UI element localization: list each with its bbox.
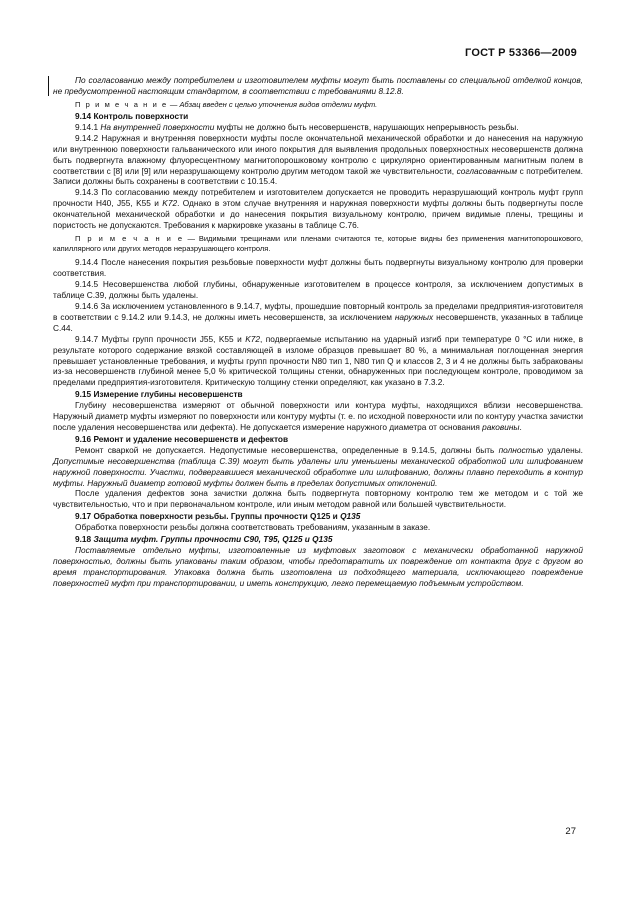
paragraph-9-14-2: 9.14.2 Наружная и внутренняя поверхности муфты после окончательной механической обработки и до нанесения на наружную или внутреннюю поверхности гальванического или иного покрытия для выявления продольных поверхностных несовершенств должна быть подвергнута влажному флуоресцентному магнитопорошковому контролю с циркулярно ориентированным магнитным полем в соответствии с [8] или [9] или неразрушающему контролю другим методом такой же чувствительности, согласованным с потребителем. Записи должны быть сохранены в соответствии с 10.15.4. — [53, 132, 583, 187]
intro-paragraph: По согласованию между потребителем и изготовителем муфты могут быть поставлены со специальной отделкой концов, не предусмотренной настоящим стандартом, в соответствии с требованиями 8.12.8. — [53, 75, 583, 96]
note-1: П р и м е ч а н и е — Абзац введен с целью уточнения видов отделки муфт. — [75, 99, 378, 109]
section-9-15-title: 9.15 Измерение глубины несовершенств — [75, 389, 243, 400]
paragraph-9-17: Обработка поверхности резьбы должна соответствовать требованиям, указанным в заказе. — [75, 522, 431, 533]
paragraph-9-16-2: После удаления дефектов зона зачистки должна быть подвергнута повторному контролю тем же методом и с той же чувствительностью, что и при первоначальном контроле, или иным методом равной или большей чувствительности. — [53, 488, 583, 510]
note-2: П р и м е ч а н и е — Видимыми трещинами или пленами считаются те, которые видны без применения магнитопорошкового, капиллярного или других методов неразрушающего контроля. — [53, 233, 583, 254]
paragraph-9-18: Поставляемые отдельно муфты, изготовленные из муфтовых заготовок с механически обработанной наружной поверхностью, должны быть упакованы таким образом, чтобы предотвратить их повреждение от контакта друг с другом во время транспортирования. Упаковка должна быть изготовлена из подходящего материала, исключающего повреждение поверхностей муфт при транспортировании, и иметь конструкцию, легко перемещаемую подъемным устройством. — [53, 544, 583, 588]
paragraph-9-14-4: 9.14.4 После нанесения покрытия резьбовые поверхности муфт должны быть подвергнуты визуальному контролю для проверки соответствия. — [53, 257, 583, 279]
section-9-14-title: 9.14 Контроль поверхности — [75, 111, 189, 122]
paragraph-9-14-7: 9.14.7 Муфты групп прочности J55, K55 и K72, подвергаемые испытанию на ударный изгиб при температуре 0 °С или ниже, в результате которого содержание вязкой составляющей в изломе образцов превышает 80 %, а минимальная поглощенная энергия превышает установленные требования, и муфты групп прочности N80 тип 1, N80 тип Q и классов 2, 3 и 4 не должны быть забракованы из-за несовершенств глубиной менее 5,0 % критической толщины стенки, обнаруженных при последующем контроле, проводимом за пределами предприятия-изготовителя. Критическую толщину стенки определяют, как указано в 7.3.2. — [53, 333, 583, 388]
paragraph-9-15: Глубину несовершенства измеряют от обычной поверхности или контура муфты, находящихся вблизи несовершенства. Наружный диаметр муфты измеряют по поверхности или контуру муфты (т. е. по исходной поверхности или по контуру участка зачистки после удаления несовершенства или дефекта). Не допускается измерение наружного диаметра от основания раковины. — [53, 400, 583, 432]
section-9-18-title: 9.18 Защита муфт. Группы прочности С90, Т95, Q125 и Q135 — [75, 534, 333, 545]
section-9-17-title: 9.17 Обработка поверхности резьбы. Группы прочности Q125 и Q135 — [75, 511, 361, 522]
paragraph-9-14-3: 9.14.3 По согласованию между потребителем и изготовителем допускается не проводить неразрушающий контроль муфт групп прочности Н40, J55, K55 и K72. Однако в этом случае внутренняя и наружная поверхности муфты должны быть подвергнуты после окончательной механической обработки и до нанесения покрытия визуальному контролю, причем видимые плены, трещины и пористость не допускаются. Требования к маркировке указаны в таблице С.76. — [53, 187, 583, 231]
paragraph-9-14-6: 9.14.6 За исключением установленного в 9.14.7, муфты, прошедшие повторный контроль за пределами предприятия-изготовителя в соответствии с 9.14.2 или 9.14.3, не должны иметь несовершенств, за исключением наружных несовершенств, указанных в таблице С.44. — [53, 301, 583, 333]
page-number: 27 — [565, 826, 576, 837]
document-body — [53, 75, 583, 589]
paragraph-9-14-5: 9.14.5 Несовершенства любой глубины, обнаруженные изготовителем в процессе контроля, за исключением допустимых в таблице С.39, должны быть удалены. — [53, 279, 583, 301]
paragraph-9-14-1: 9.14.1 На внутренней поверхности муфты не должно быть несовершенств, нарушающих непрерывность резьбы. — [75, 121, 519, 132]
page-header: ГОСТ Р 53366—2009 — [465, 47, 577, 59]
paragraph-9-16-1: Ремонт сваркой не допускается. Недопустимые несовершенства, определенные в 9.14.5, должны быть полностью удалены. Допустимые несовершенства (таблица С.39) могут быть удалены или уменьшены механической обработкой или шлифованием наружной поверхности. Участки, подвергавшиеся механической обработке или шлифованию, должны плавно переходить в контур муфты. Наружный диаметр готовой муфты должен быть в пределах допустимых отклонений. — [53, 444, 583, 488]
section-9-16-title: 9.16 Ремонт и удаление несовершенств и дефектов — [75, 433, 289, 444]
